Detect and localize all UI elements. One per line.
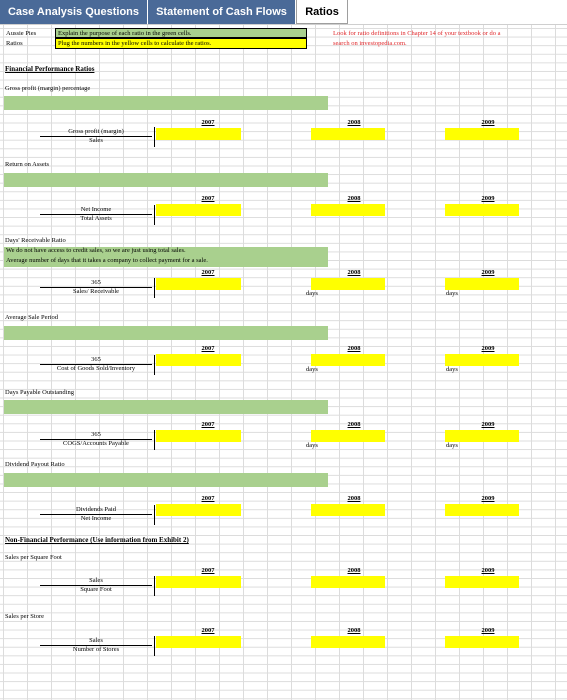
- sales-store-input-2008[interactable]: [311, 636, 385, 648]
- receivable-input-2008[interactable]: [311, 278, 385, 290]
- sales-store-input-2007[interactable]: [156, 636, 241, 648]
- gross-profit-year-2009: 2009: [481, 119, 495, 126]
- payable-days-unit-2008: days: [306, 442, 318, 449]
- payable-bracket: [154, 430, 155, 450]
- receivable-year-2008: 2008: [347, 269, 361, 276]
- sale-period-year-2007: 2007: [201, 345, 215, 352]
- sale-period-bracket: [154, 355, 155, 375]
- roa-bracket: [154, 205, 155, 225]
- dividend-numerator: Dividends Paid: [76, 506, 116, 513]
- roa-label: Return on Assets: [5, 161, 50, 168]
- dividend-year-2008: 2008: [347, 495, 361, 502]
- gross-profit-input-2007[interactable]: [156, 128, 241, 140]
- sale-period-formula: [40, 356, 152, 373]
- roa-year-2008: 2008: [347, 195, 361, 202]
- instruction-yellow-cells[interactable]: Plug the numbers in the yellow cells to calculate the ratios.: [55, 38, 307, 49]
- dividend-bracket: [154, 505, 155, 525]
- dividend-explanation-cell[interactable]: [4, 473, 328, 487]
- sheet-subtitle: Ratios: [6, 40, 23, 47]
- payable-formula: [40, 431, 152, 448]
- receivable-input-2009[interactable]: [445, 278, 519, 290]
- roa-denominator: Total Assets: [40, 214, 152, 223]
- nonfinancial-section-title: Non-Financial Performance (Use information from Exhibit 2): [5, 536, 189, 544]
- payable-year-2009: 2009: [481, 421, 495, 428]
- gross-profit-numerator: Gross profit (margin): [68, 128, 124, 135]
- receivable-denominator: Sales/ Receivable: [40, 287, 152, 296]
- receivable-year-2007: 2007: [201, 269, 215, 276]
- receivable-label: Days' Receivable Ratio: [5, 237, 66, 244]
- receivable-formula: [40, 279, 152, 296]
- payable-input-2008[interactable]: [311, 430, 385, 442]
- receivable-note-1[interactable]: We do not have access to credit sales, so we are just using total sales.: [4, 247, 328, 257]
- dividend-input-2008[interactable]: [311, 504, 385, 516]
- sale-period-input-2007[interactable]: [156, 354, 241, 366]
- roa-input-2007[interactable]: [156, 204, 241, 216]
- receivable-days-unit-2008: days: [306, 290, 318, 297]
- gross-profit-input-2008[interactable]: [311, 128, 385, 140]
- sales-sqft-year-2009: 2009: [481, 567, 495, 574]
- sale-period-explanation-cell[interactable]: [4, 326, 328, 340]
- sales-store-formula: [40, 637, 152, 654]
- sales-sqft-input-2007[interactable]: [156, 576, 241, 588]
- sales-sqft-bracket: [154, 576, 155, 596]
- sales-sqft-input-2008[interactable]: [311, 576, 385, 588]
- dividend-label: Dividend Payout Ratio: [5, 461, 65, 468]
- sale-period-days-unit-2009: days: [446, 366, 458, 373]
- sales-sqft-input-2009[interactable]: [445, 576, 519, 588]
- sales-sqft-label: Sales per Square Foot: [5, 554, 62, 561]
- receivable-input-2007[interactable]: [156, 278, 241, 290]
- gross-profit-year-2008: 2008: [347, 119, 361, 126]
- sale-period-numerator: 365: [91, 356, 101, 363]
- gross-profit-bracket: [154, 127, 155, 147]
- receivable-days-unit-2009: days: [446, 290, 458, 297]
- sales-store-denominator: Number of Stores: [40, 645, 152, 654]
- tab-statement-of-cash-flows[interactable]: Statement of Cash Flows: [148, 0, 296, 24]
- sales-store-year-2009: 2009: [481, 627, 495, 634]
- dividend-year-2009: 2009: [481, 495, 495, 502]
- roa-year-2007: 2007: [201, 195, 215, 202]
- sheet-tab-bar: [0, 0, 567, 25]
- ratio-definitions-note: Look for ratio definitions in Chapter 14 of your textbook or do a: [333, 30, 501, 37]
- sales-store-input-2009[interactable]: [445, 636, 519, 648]
- sale-period-days-unit-2008: days: [306, 366, 318, 373]
- payable-denominator: COGS/Accounts Payable: [40, 439, 152, 448]
- sale-period-input-2009[interactable]: [445, 354, 519, 366]
- payable-year-2008: 2008: [347, 421, 361, 428]
- payable-days-unit-2009: days: [446, 442, 458, 449]
- sale-period-label: Average Sale Period: [5, 314, 58, 321]
- dividend-denominator: Net Income: [40, 514, 152, 523]
- sale-period-year-2008: 2008: [347, 345, 361, 352]
- sales-sqft-numerator: Sales: [89, 577, 103, 584]
- gross-profit-label: Gross profit (margin) percentage: [5, 85, 91, 92]
- roa-input-2009[interactable]: [445, 204, 519, 216]
- financial-section-title: Financial Performance Ratios: [5, 65, 95, 73]
- roa-input-2008[interactable]: [311, 204, 385, 216]
- gross-profit-input-2009[interactable]: [445, 128, 519, 140]
- sales-sqft-denominator: Square Foot: [40, 585, 152, 594]
- sale-period-denominator: Cost of Goods Sold/Inventory: [40, 364, 152, 373]
- receivable-numerator: 365: [91, 279, 101, 286]
- roa-numerator: Net Income: [80, 206, 112, 213]
- sales-store-bracket: [154, 636, 155, 656]
- gross-profit-formula: [40, 128, 152, 145]
- sale-period-input-2008[interactable]: [311, 354, 385, 366]
- dividend-input-2009[interactable]: [445, 504, 519, 516]
- roa-explanation-cell[interactable]: [4, 173, 328, 187]
- company-name: Aussie Pies: [6, 30, 37, 37]
- payable-year-2007: 2007: [201, 421, 215, 428]
- receivable-year-2009: 2009: [481, 269, 495, 276]
- dividend-year-2007: 2007: [201, 495, 215, 502]
- payable-input-2007[interactable]: [156, 430, 241, 442]
- gross-profit-explanation-cell[interactable]: [4, 96, 328, 110]
- dividend-formula: [40, 506, 152, 523]
- sales-store-year-2007: 2007: [201, 627, 215, 634]
- sales-store-year-2008: 2008: [347, 627, 361, 634]
- roa-year-2009: 2009: [481, 195, 495, 202]
- dividend-input-2007[interactable]: [156, 504, 241, 516]
- sales-sqft-year-2008: 2008: [347, 567, 361, 574]
- roa-formula: [40, 206, 152, 223]
- sales-sqft-formula: [40, 577, 152, 594]
- sales-sqft-year-2007: 2007: [201, 567, 215, 574]
- sale-period-year-2009: 2009: [481, 345, 495, 352]
- spreadsheet-grid[interactable]: [0, 25, 567, 700]
- receivable-note-2[interactable]: Average number of days that it takes a company to collect payment for a sale.: [4, 257, 328, 267]
- sales-store-label: Sales per Store: [5, 613, 44, 620]
- gross-profit-year-2007: 2007: [201, 119, 215, 126]
- tab-case-analysis-questions[interactable]: Case Analysis Questions: [0, 0, 148, 24]
- payable-input-2009[interactable]: [445, 430, 519, 442]
- receivable-bracket: [154, 278, 155, 298]
- sales-store-numerator: Sales: [89, 637, 103, 644]
- instruction-green-cells[interactable]: Explain the purpose of each ratio in the green cells.: [55, 28, 307, 38]
- payable-numerator: 365: [91, 431, 101, 438]
- gross-profit-denominator: Sales: [40, 136, 152, 145]
- payable-explanation-cell[interactable]: [4, 400, 328, 414]
- tab-ratios[interactable]: Ratios: [296, 0, 348, 24]
- payable-label: Days Payable Outstanding: [5, 389, 74, 396]
- ratio-definitions-note-2: search on investopedia.com.: [333, 40, 407, 47]
